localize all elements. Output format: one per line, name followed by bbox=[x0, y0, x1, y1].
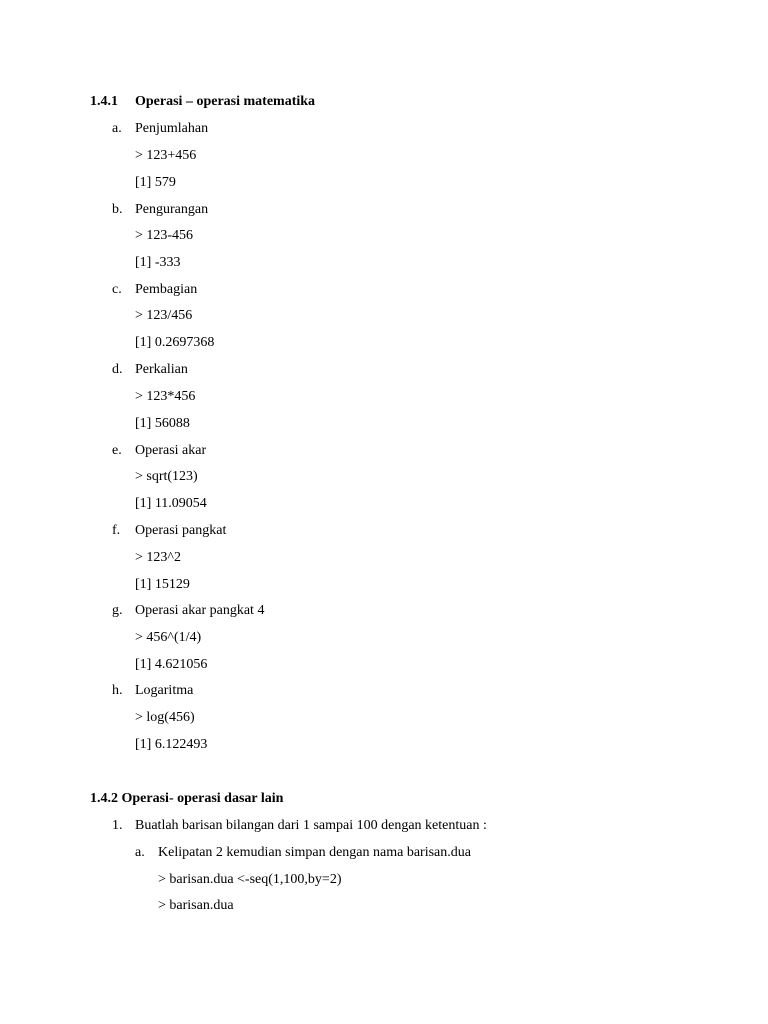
code-result: [1] 4.621056 bbox=[135, 657, 208, 672]
item-letter: c. bbox=[112, 282, 122, 297]
code-result: [1] 11.09054 bbox=[135, 496, 207, 511]
item-label: Operasi pangkat bbox=[135, 523, 227, 538]
item-label: Operasi akar bbox=[135, 443, 207, 458]
section-number: 1.4.1 bbox=[90, 94, 118, 109]
item-letter: b. bbox=[112, 202, 123, 217]
item-label: Penjumlahan bbox=[135, 121, 209, 136]
code-command: > 123^2 bbox=[135, 550, 181, 565]
item-label: Perkalian bbox=[135, 362, 188, 377]
section-heading: 1.4.2 Operasi- operasi dasar lain bbox=[90, 791, 284, 806]
item-letter: f. bbox=[112, 523, 121, 538]
code-command: > 123*456 bbox=[135, 389, 196, 404]
task-text: Buatlah barisan bilangan dari 1 sampai 100 dengan ketentuan : bbox=[135, 818, 487, 833]
section-title: Operasi – operasi matematika bbox=[135, 94, 316, 109]
item-letter: a. bbox=[112, 121, 122, 136]
task-number: 1. bbox=[112, 818, 123, 833]
code-result: [1] 579 bbox=[135, 175, 176, 190]
item-letter: d. bbox=[112, 362, 123, 377]
code-command: > barisan.dua bbox=[158, 898, 234, 913]
subtask-letter: a. bbox=[135, 845, 145, 860]
code-command: > 456^(1/4) bbox=[135, 630, 202, 645]
item-letter: g. bbox=[112, 603, 123, 618]
code-result: [1] 0.2697368 bbox=[135, 335, 215, 350]
code-result: [1] -333 bbox=[135, 255, 181, 270]
item-letter: h. bbox=[112, 683, 123, 698]
code-result: [1] 6.122493 bbox=[135, 737, 208, 752]
item-label: Pengurangan bbox=[135, 202, 209, 217]
item-label: Logaritma bbox=[135, 683, 194, 698]
code-command: > sqrt(123) bbox=[135, 469, 198, 484]
code-result: [1] 15129 bbox=[135, 577, 190, 592]
code-result: [1] 56088 bbox=[135, 416, 190, 431]
item-letter: e. bbox=[112, 443, 122, 458]
code-command: > 123/456 bbox=[135, 308, 193, 323]
code-command: > 123-456 bbox=[135, 228, 194, 243]
subtask-text: Kelipatan 2 kemudian simpan dengan nama barisan.dua bbox=[158, 845, 471, 860]
item-label: Pembagian bbox=[135, 282, 198, 297]
code-command: > barisan.dua <-seq(1,100,by=2) bbox=[158, 872, 342, 887]
item-label: Operasi akar pangkat 4 bbox=[135, 603, 265, 618]
code-command: > log(456) bbox=[135, 710, 195, 725]
code-command: > 123+456 bbox=[135, 148, 197, 163]
